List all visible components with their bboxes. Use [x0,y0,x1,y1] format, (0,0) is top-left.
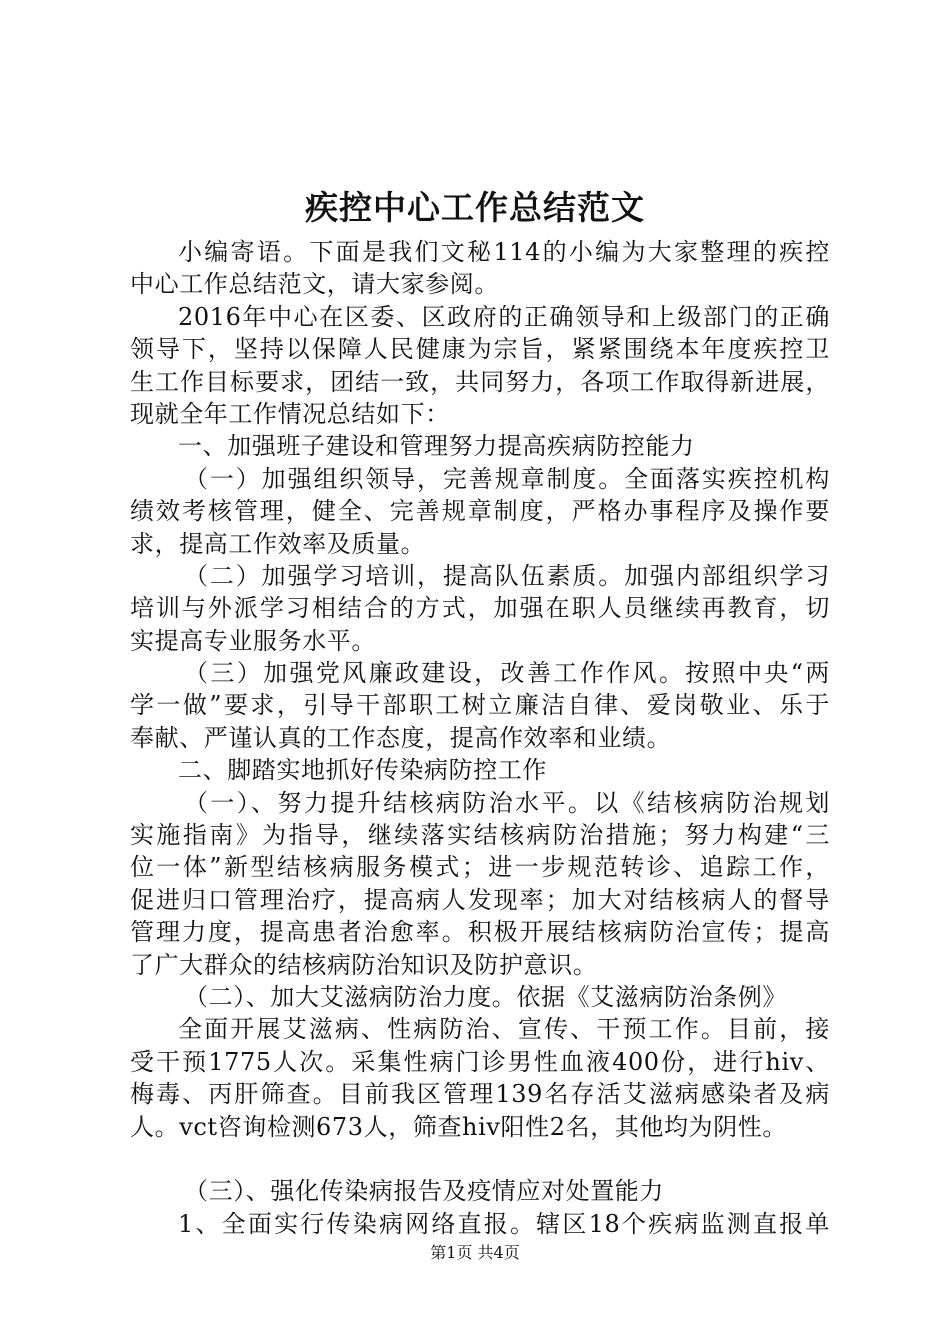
document-title: 疾控中心工作总结范文 [305,188,645,227]
paragraph-line: 促进归口管理治疗，提高病人发现率；加大对结核病人的督导 [130,885,830,914]
paragraph-line: 管理力度，提高患者治愈率。积极开展结核病防治宣传；提高 [130,918,830,947]
page-footer: 第1页 共4页 [430,1243,520,1262]
blank-line [130,1143,830,1175]
paragraph-line: （三）加强党风廉政建设，改善工作作风。按照中央“两 [184,659,830,688]
paragraph-line: 奉献、严谨认真的工作态度，提高作效率和业绩。 [130,723,672,752]
paragraph-line: 梅毒、丙肝筛查。目前我区管理139名存活艾滋病感染者及病 [130,1080,830,1109]
paragraph-line: 人。vct咨询检测673人，筛查hiv阳性2名，其他均为阴性。 [130,1112,788,1141]
paragraph-line: （一）、努力提升结核病防治水平。以《结核病防治规划 [184,788,830,817]
paragraph-line: 求，提高工作效率及质量。 [130,529,426,558]
paragraph-line: 2016年中心在区委、区政府的正确领导和上级部门的正确 [178,302,830,331]
paragraph-line: 学一做”要求，引导干部职工树立廉洁自律、爱岗敬业、乐于 [130,691,830,720]
paragraph-line: 全面开展艾滋病、性病防治、宣传、干预工作。目前，接 [178,1015,830,1044]
paragraph-line: 中心工作总结范文，请大家参阅。 [130,270,499,299]
paragraph-line: 小编寄语。下面是我们文秘114的小编为大家整理的疾控 [178,238,830,266]
paragraph-line: 位一体”新型结核病服务模式；进一步规范转诊、追踪工作， [130,853,830,882]
paragraph-line: 领导下，坚持以保障人民健康为宗旨，紧紧围绕本年度疾控卫 [130,335,830,364]
section-heading: 二、脚踏实地抓好传染病防控工作 [178,756,547,785]
paragraph-line: 受干预1775人次。采集性病门诊男性血液400份，进行hiv、 [130,1047,830,1076]
paragraph-line: 实施指南》为指导，继续落实结核病防治措施；努力构建“三 [130,821,830,850]
paragraph-line: 绩效考核管理，健全、完善规章制度，严格办事程序及操作要 [130,497,830,526]
paragraph-line: （二）、加大艾滋病防治力度。依据《艾滋病防治条例》 [184,982,787,1011]
paragraph-line: 了广大群众的结核病防治知识及防护意识。 [130,950,598,979]
paragraph-line: （一）加强组织领导，完善规章制度。全面落实疾控机构 [184,464,830,493]
paragraph-line: 实提高专业服务水平。 [130,626,376,655]
paragraph-line: 培训与外派学习相结合的方式，加强在职人员继续再教育，切 [130,594,830,623]
section-heading: （三）、强化传染病报告及疫情应对处置能力 [184,1177,664,1206]
document-body [130,236,830,1240]
paragraph-line: 现就全年工作情况总结如下： [130,399,450,428]
paragraph-line: （二）加强学习培训，提高队伍素质。加强内部组织学习 [184,561,830,590]
section-heading: 一、加强班子建设和管理努力提高疾病防控能力 [178,432,695,461]
paragraph-line: 1、全面实行传染病网络直报。辖区18个疾病监测直报单 [178,1209,830,1238]
paragraph-line: 生工作目标要求，团结一致，共同努力，各项工作取得新进展， [130,367,830,396]
